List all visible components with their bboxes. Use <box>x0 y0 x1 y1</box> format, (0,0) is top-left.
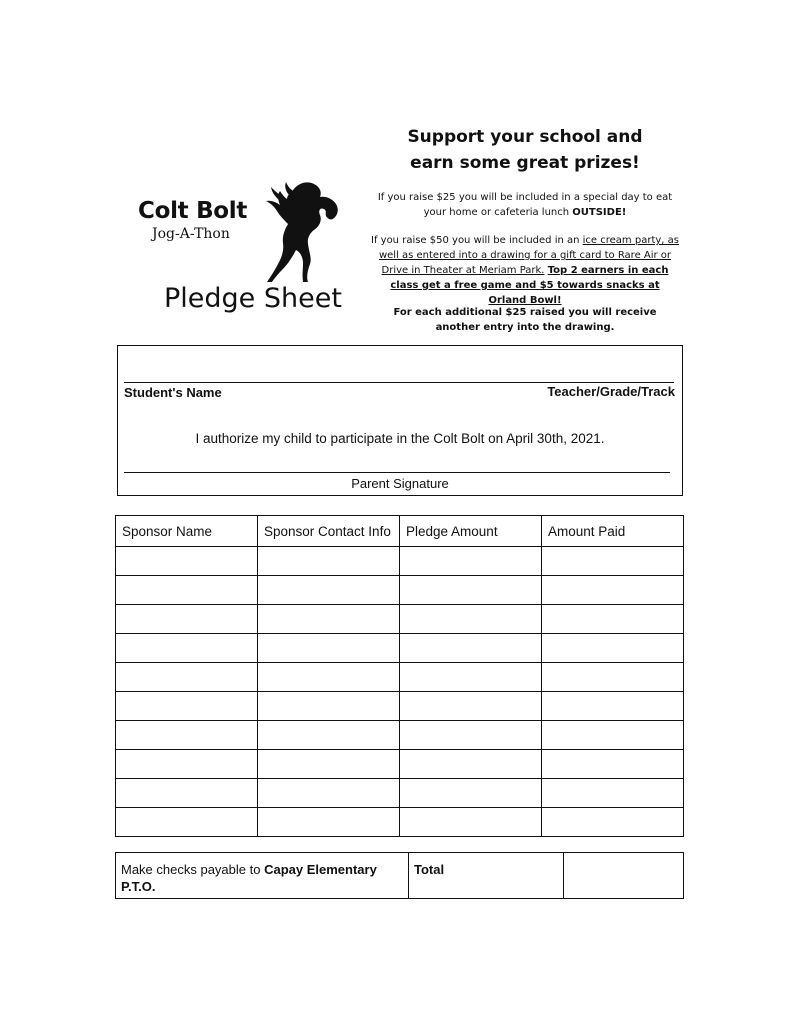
pledge-amount-header: Pledge Amount <box>400 516 542 547</box>
prize-info-25 <box>370 190 680 220</box>
pledge-amount-cell[interactable] <box>400 634 542 663</box>
pledge-amount-cell[interactable] <box>400 721 542 750</box>
sponsor-contact-cell[interactable] <box>258 663 400 692</box>
amount-paid-cell[interactable] <box>542 547 684 576</box>
sponsor-name-cell[interactable] <box>116 605 258 634</box>
headline-line-1: Support your school and <box>407 127 643 147</box>
teacher-grade-track-label: Teacher/Grade/Track <box>547 384 675 399</box>
sponsor-name-cell[interactable] <box>116 692 258 721</box>
table-row <box>116 779 684 808</box>
sponsor-name-cell[interactable] <box>116 750 258 779</box>
amount-paid-cell[interactable] <box>542 721 684 750</box>
sponsor-name-cell[interactable] <box>116 634 258 663</box>
pledge-sheet-title: Pledge Sheet <box>164 283 342 314</box>
amount-paid-header: Amount Paid <box>542 516 684 547</box>
pledge-amount-cell[interactable] <box>400 808 542 837</box>
amount-paid-cell[interactable] <box>542 808 684 837</box>
sponsor-name-cell[interactable] <box>116 779 258 808</box>
amount-paid-cell[interactable] <box>542 605 684 634</box>
brand-subtitle: Jog-A-Thon <box>152 226 230 242</box>
authorization-statement: I authorize my child to participate in the Colt Bolt on April 30th, 2021. <box>195 431 605 446</box>
prize-info-25-text: If you raise $25 you will be included in a special day to eat your home or cafeteria lunch <box>377 192 673 218</box>
table-row <box>116 750 684 779</box>
total-value-field[interactable] <box>564 853 684 899</box>
table-row <box>116 547 684 576</box>
sponsor-contact-cell[interactable] <box>258 721 400 750</box>
brand-title: Colt Bolt <box>138 198 248 224</box>
sponsor-contact-cell[interactable] <box>258 605 400 634</box>
sponsor-name-cell[interactable] <box>116 663 258 692</box>
sponsor-contact-cell[interactable] <box>258 692 400 721</box>
prize-info-50 <box>370 233 680 308</box>
student-name-label: Student's Name <box>124 385 222 400</box>
amount-paid-cell[interactable] <box>542 692 684 721</box>
pledge-amount-cell[interactable] <box>400 547 542 576</box>
sponsor-name-cell[interactable] <box>116 576 258 605</box>
sponsor-table-body <box>116 547 684 837</box>
sponsor-table <box>115 515 684 837</box>
ice-cream-party-text: ice cream party, as well as entered into a drawing for a gift card to Rare Air or Drive in Theater at Meriam Park. <box>378 235 679 276</box>
sponsor-contact-cell[interactable] <box>258 634 400 663</box>
top-earners-text: Top 2 earners in each class get a free game and $5 towards snacks at Orland Bowl! <box>390 265 669 306</box>
pledge-amount-cell[interactable] <box>400 692 542 721</box>
payee-name: Capay Elementary P.T.O. <box>121 862 377 894</box>
amount-paid-cell[interactable] <box>542 750 684 779</box>
table-row <box>116 576 684 605</box>
table-row <box>116 808 684 837</box>
sponsor-contact-cell[interactable] <box>258 576 400 605</box>
sponsor-contact-cell[interactable] <box>258 750 400 779</box>
table-row <box>116 721 684 750</box>
headline <box>370 124 680 176</box>
pledge-amount-cell[interactable] <box>400 663 542 692</box>
parent-signature-label: Parent Signature <box>351 476 449 491</box>
amount-paid-cell[interactable] <box>542 576 684 605</box>
amount-paid-cell[interactable] <box>542 779 684 808</box>
sponsor-name-cell[interactable] <box>116 808 258 837</box>
checks-payable-text: Make checks payable to <box>121 862 265 877</box>
pledge-amount-cell[interactable] <box>400 779 542 808</box>
sponsor-name-cell[interactable] <box>116 721 258 750</box>
parent-signature-line[interactable] <box>124 472 670 473</box>
student-info-box <box>117 345 683 496</box>
table-row <box>116 634 684 663</box>
table-row <box>116 605 684 634</box>
amount-paid-cell[interactable] <box>542 634 684 663</box>
sponsor-contact-cell[interactable] <box>258 808 400 837</box>
prize-info-50-intro: If you raise $50 you will be included in an <box>371 235 583 246</box>
sponsor-name-cell[interactable] <box>116 547 258 576</box>
outside-emphasis: OUTSIDE! <box>572 207 627 218</box>
additional-entry-info: For each additional $25 raised you will receive another entry into the drawing. <box>393 307 657 333</box>
table-row <box>116 692 684 721</box>
headline-line-2: earn some great prizes! <box>410 153 640 173</box>
amount-paid-cell[interactable] <box>542 663 684 692</box>
pledge-amount-cell[interactable] <box>400 750 542 779</box>
footer-table <box>115 852 684 899</box>
total-label: Total <box>409 853 564 899</box>
sponsor-table-header-row <box>116 516 684 547</box>
sponsor-contact-header: Sponsor Contact Info <box>258 516 400 547</box>
pledge-amount-cell[interactable] <box>400 576 542 605</box>
table-row <box>116 663 684 692</box>
sponsor-contact-cell[interactable] <box>258 547 400 576</box>
checks-payable-cell <box>116 853 409 899</box>
student-name-line[interactable] <box>124 382 674 383</box>
sponsor-name-header: Sponsor Name <box>116 516 258 547</box>
pledge-amount-cell[interactable] <box>400 605 542 634</box>
footer-row <box>116 853 684 899</box>
rearing-horse-icon <box>262 178 342 284</box>
sponsor-contact-cell[interactable] <box>258 779 400 808</box>
